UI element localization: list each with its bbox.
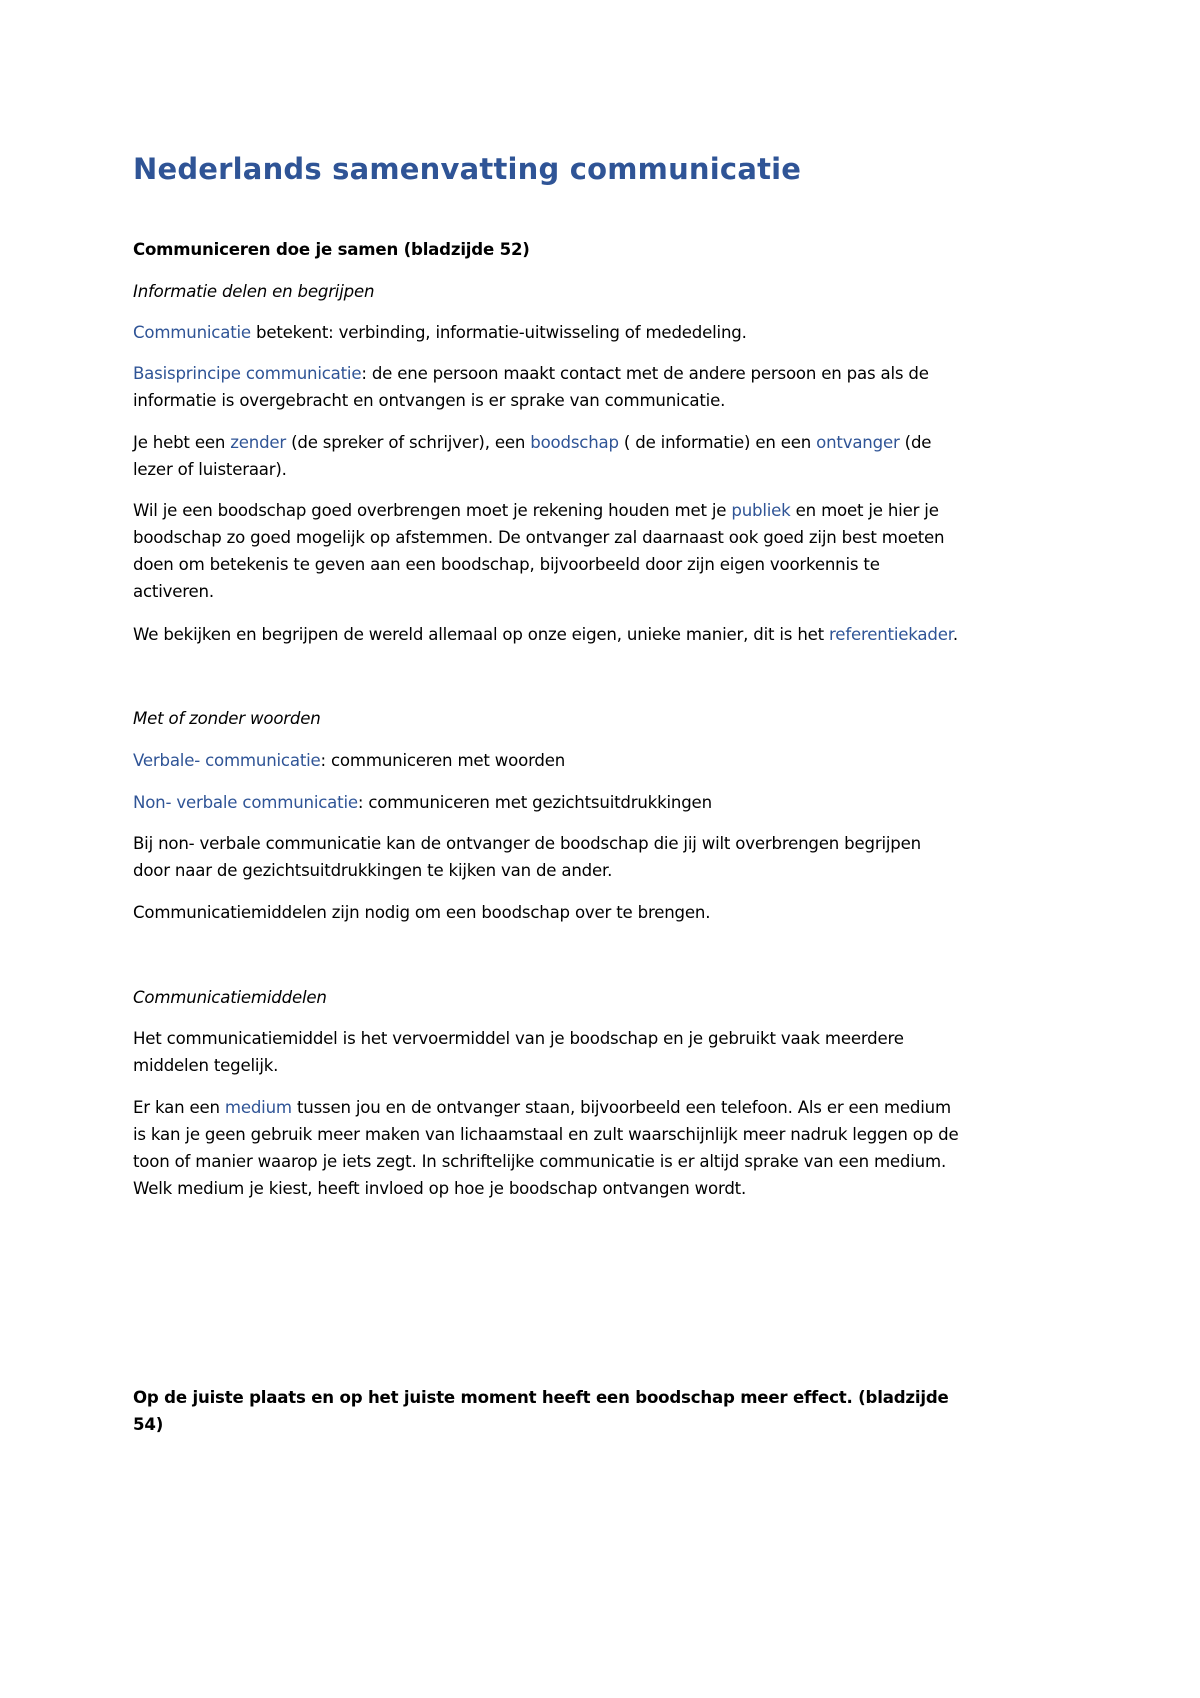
- paragraph-nonverbaal: [133, 789, 973, 816]
- paragraph-line: [133, 360, 973, 387]
- paragraph-text: Wil je een boodschap goed overbrengen moet je rekening houden met je: [133, 501, 732, 520]
- paragraph-line: Welk medium je kiest, heeft invloed op hoe je boodschap ontvangen wordt.: [133, 1179, 747, 1198]
- term-basisprincipe: Basisprincipe communicatie: [133, 364, 362, 383]
- paragraph-text: Er kan een: [133, 1098, 225, 1117]
- paragraph-text: : communiceren met woorden: [320, 751, 566, 770]
- paragraph-text: : communiceren met gezichtsuitdrukkingen: [357, 793, 712, 812]
- paragraph-text: (de spreker of schrijver), een: [286, 433, 531, 452]
- paragraph-line: activeren.: [133, 582, 214, 601]
- paragraph-line: toon of manier waarop je iets zegt. In schriftelijke communicatie is er altijd sprake van een medium.: [133, 1152, 947, 1171]
- paragraph-text: tussen jou en de ontvanger staan, bijvoorbeeld een telefoon. Als er een medium: [291, 1098, 951, 1117]
- term-publiek: publiek: [731, 501, 791, 520]
- document-title: Nederlands samenvatting communicatie: [133, 152, 802, 186]
- paragraph-text: We bekijken en begrijpen de wereld allemaal op onze eigen, unieke manier, dit is het: [133, 625, 830, 644]
- section-heading-juiste-plaats: Op de juiste plaats en op het juiste moment heeft een boodschap meer effect. (bladzijde 54): [133, 1388, 949, 1434]
- subheading-communicatiemiddelen: Communicatiemiddelen: [133, 988, 327, 1007]
- term-medium: medium: [224, 1098, 292, 1117]
- paragraph-line: [133, 497, 973, 524]
- paragraph-text: Je hebt een: [133, 433, 231, 452]
- paragraph-text: : de ene persoon maakt contact met de andere persoon en pas als de: [361, 364, 929, 383]
- paragraph-text: .: [952, 625, 958, 644]
- paragraph-line: Bij non- verbale communicatie kan de ontvanger de boodschap die jij wilt overbrengen begrijpen: [133, 834, 921, 853]
- paragraph-referentiekader: [133, 621, 973, 648]
- term-verbale-communicatie: Verbale- communicatie: [133, 751, 321, 770]
- term-zender: zender: [230, 433, 287, 452]
- term-communicatie: Communicatie: [133, 323, 251, 342]
- paragraph-line: door naar de gezichtsuitdrukkingen te kijken van de ander.: [133, 861, 613, 880]
- term-boodschap: boodschap: [530, 433, 619, 452]
- paragraph-basisprincipe: [133, 360, 973, 414]
- paragraph-publiek: [133, 497, 973, 605]
- paragraph-text: (de: [899, 433, 932, 452]
- paragraph-text: en moet je hier je: [790, 501, 939, 520]
- paragraph-line: [133, 429, 973, 456]
- term-non-verbale-communicatie: Non- verbale communicatie: [133, 793, 358, 812]
- subheading-woorden: Met of zonder woorden: [133, 709, 321, 728]
- paragraph-bij-non-verbale: [133, 830, 973, 884]
- paragraph-vervoermiddel: [133, 1025, 973, 1079]
- paragraph-line: Het communicatiemiddel is het vervoermiddel van je boodschap en je gebruikt vaak meerdere: [133, 1029, 904, 1048]
- subheading-informatie: Informatie delen en begrijpen: [133, 282, 375, 301]
- paragraph-line: doen om betekenis te geven aan een boodschap, bijvoorbeeld door zijn eigen voorkennis te: [133, 555, 880, 574]
- paragraph-line: boodschap zo goed mogelijk op afstemmen. De ontvanger zal daarnaast ook goed zijn best moeten: [133, 528, 945, 547]
- paragraph-line: is kan je geen gebruik meer maken van lichaamstaal en zult waarschijnlijk meer nadruk leggen op de: [133, 1125, 959, 1144]
- paragraph-text: ( de informatie) en een: [618, 433, 817, 452]
- paragraph-verbaal: [133, 747, 973, 774]
- paragraph-line: middelen tegelijk.: [133, 1056, 279, 1075]
- paragraph-line: [133, 1094, 973, 1121]
- paragraph-medium: [133, 1094, 973, 1202]
- term-ontvanger: ontvanger: [816, 433, 900, 452]
- term-referentiekader: referentiekader: [829, 625, 953, 644]
- paragraph-text: betekent: verbinding, informatie-uitwisseling of mededeling.: [250, 323, 747, 342]
- paragraph-line: informatie is overgebracht en ontvangen is er sprake van communicatie.: [133, 391, 726, 410]
- paragraph-communicatie: [133, 319, 973, 346]
- section-heading-communiceren: Communiceren doe je samen (bladzijde 52): [133, 240, 530, 259]
- paragraph-line: lezer of luisteraar).: [133, 460, 287, 479]
- paragraph-zender: [133, 429, 973, 483]
- paragraph-communicatiemiddelen: Communicatiemiddelen zijn nodig om een boodschap over te brengen.: [133, 903, 711, 922]
